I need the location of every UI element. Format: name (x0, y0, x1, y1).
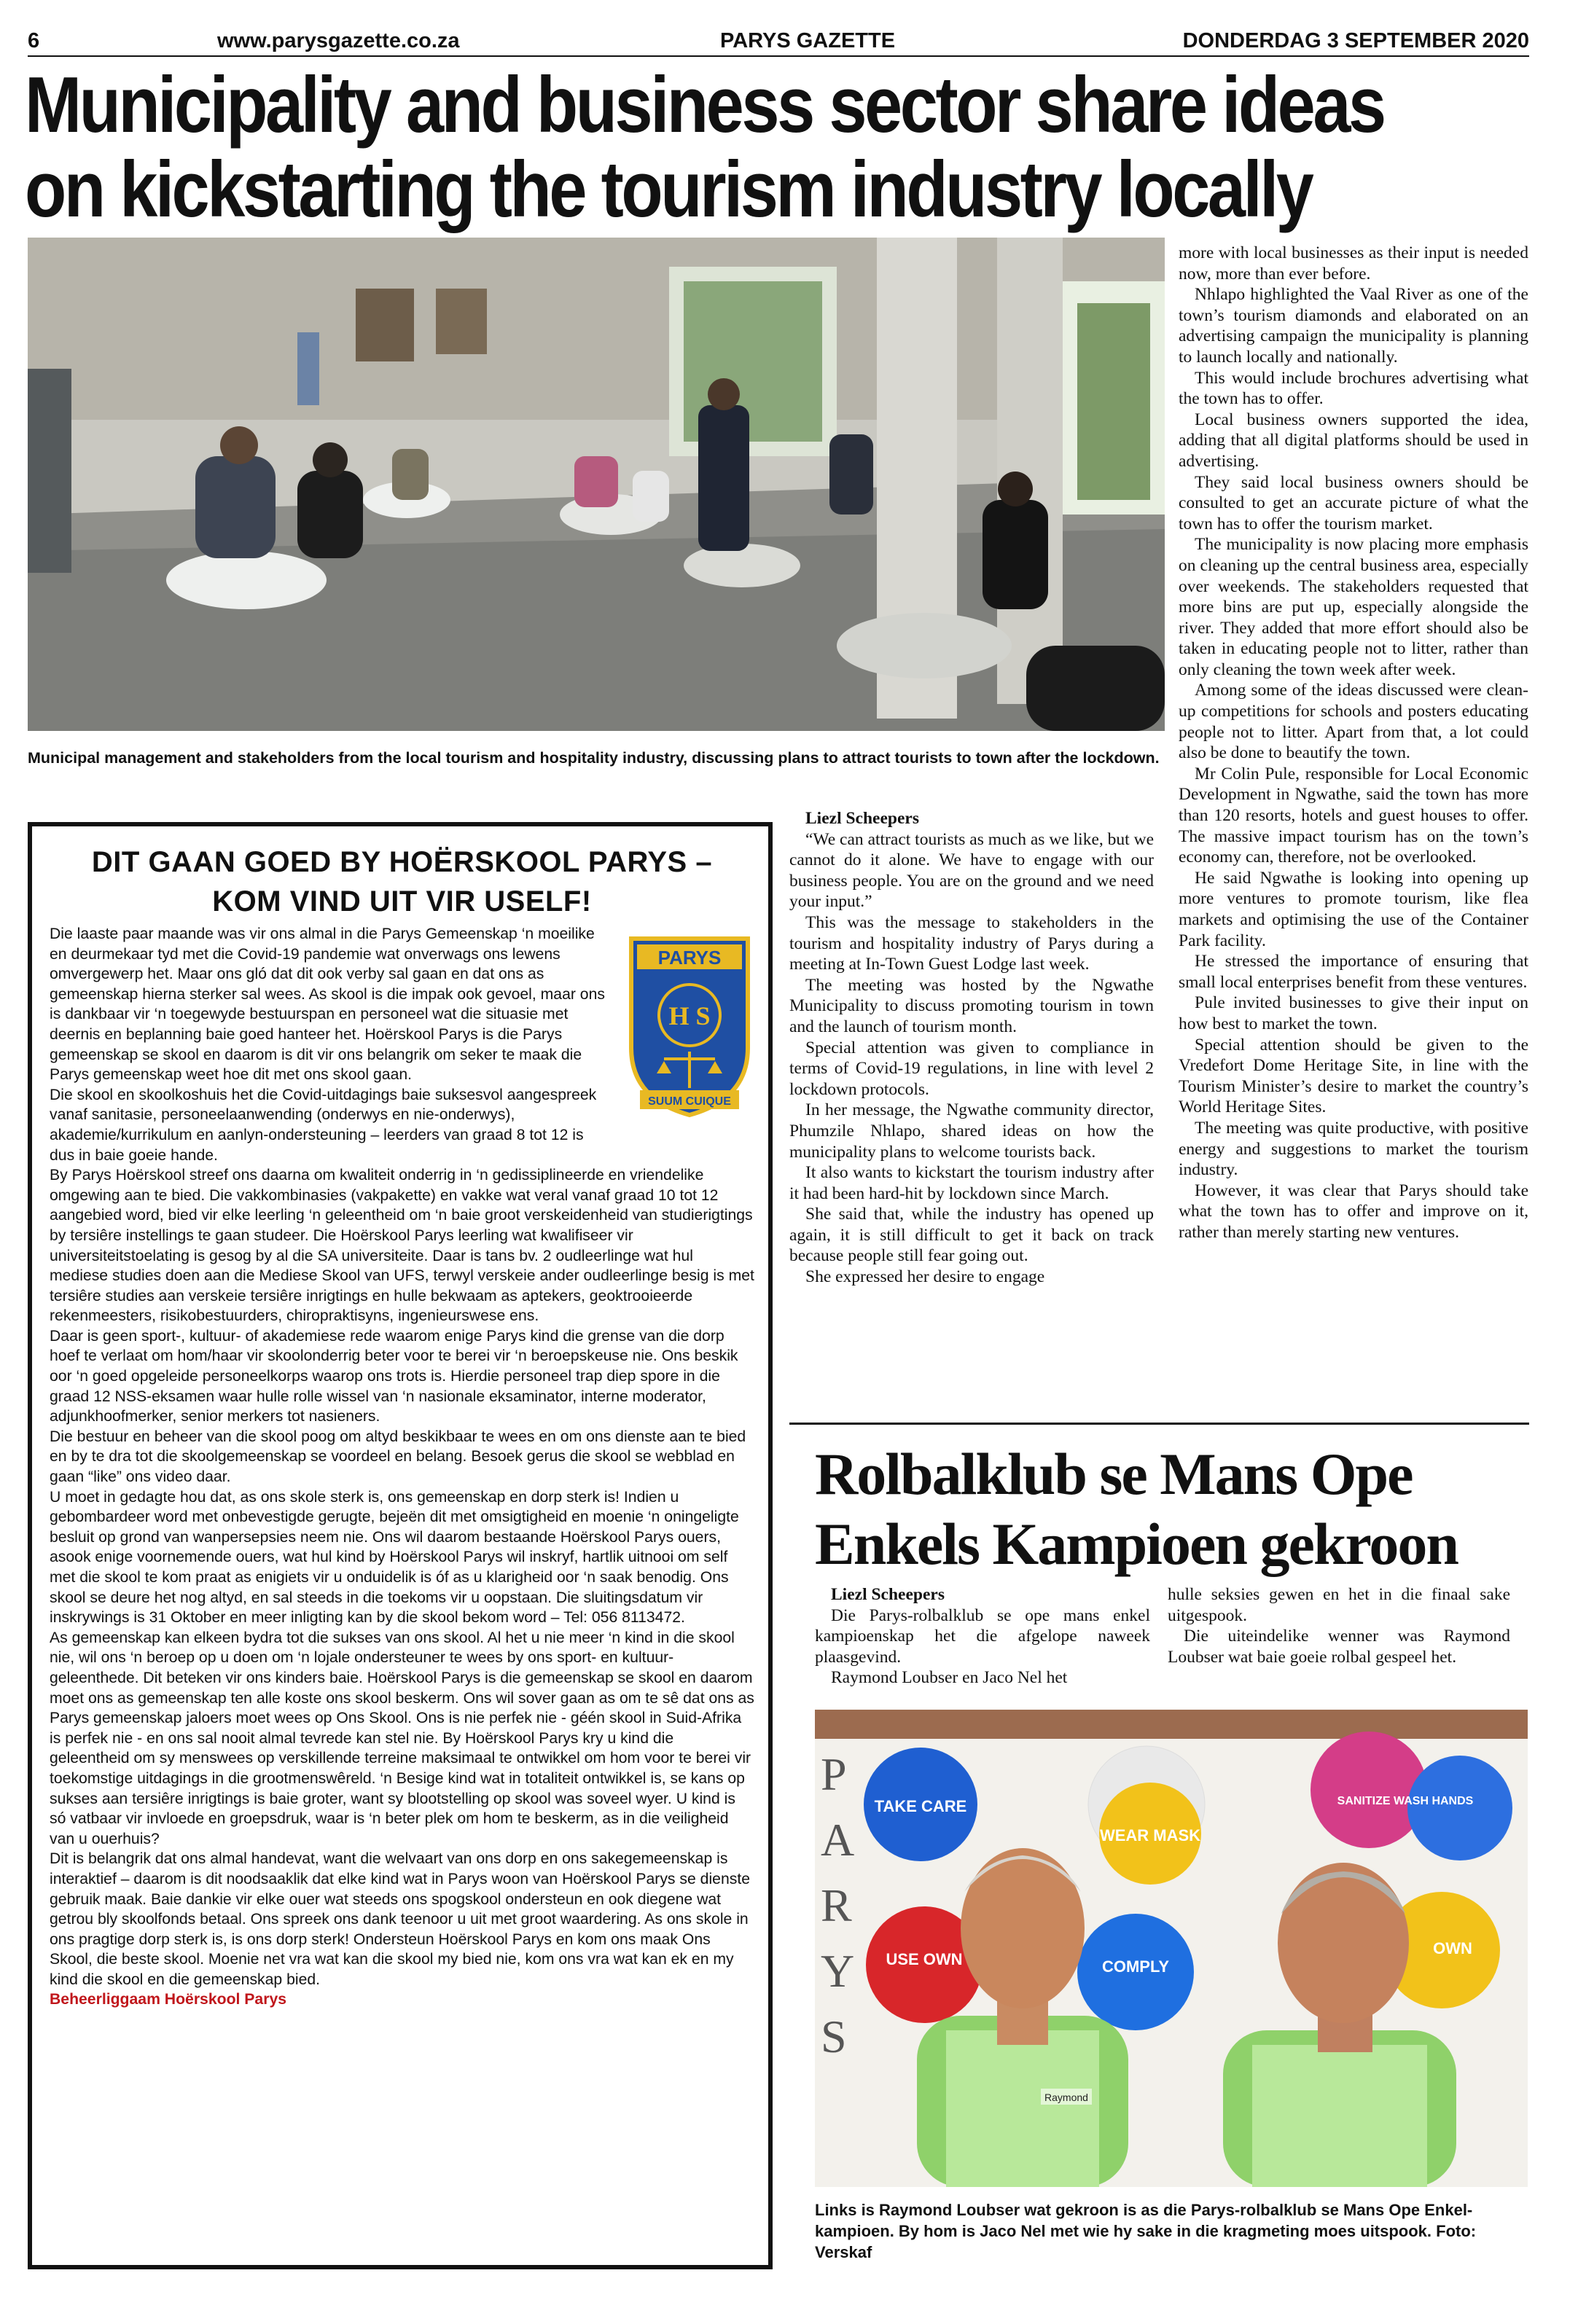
wall-letter: Y (821, 1945, 855, 1997)
article-paragraph: Pule invited businesses to give their input on how best to market the town. (1179, 993, 1528, 1033)
main-article-column-middle (789, 808, 1154, 1288)
school-crest-logo (624, 924, 755, 1121)
article-paragraph: It also wants to kickstart the tourism industry after it had been hard-hit by lockdown since March. (789, 1163, 1154, 1203)
article-paragraph: In her message, the Ngwathe community director, Phumzile Nhlapo, shared ideas on how the municipality plans to welcome tourists back. (789, 1100, 1154, 1162)
ball-label: OWN (1433, 1939, 1472, 1957)
bowls-photo-illustration (815, 1710, 1528, 2187)
wall-letter: S (821, 2011, 847, 2062)
wall-letter: R (821, 1879, 852, 1931)
crest-motto: SUUM CUIQUE (648, 1095, 731, 1108)
main-article-column-right (1179, 243, 1528, 1243)
bowls-headline-line-1: Rolbalklub se Mans Ope (815, 1441, 1413, 1507)
section-divider (789, 1423, 1529, 1425)
article-paragraph: Local business owners supported the idea, adding that all digital platforms should be used in advertising. (1179, 410, 1528, 471)
article-paragraph: Special attention should be given to the Vredefort Dome Heritage Site, in line with the Tourism Minister’s desire to market the country’s World Heritage Sites. (1179, 1035, 1528, 1117)
article-paragraph: Mr Colin Pule, responsible for Local Economic Development in Ngwathe, said the town has more than 120 resorts, hotels and guest houses to offer. The massive impact tourism has on the town’s economy can, therefore, not be overlooked. (1179, 764, 1528, 867)
bowls-headline-line-2: Enkels Kampioen gekroon (815, 1511, 1458, 1577)
byline: Liezl Scheepers (831, 1585, 945, 1604)
article-paragraph: Raymond Loubser en Jaco Nel het (831, 1668, 1068, 1688)
main-headline-line-2: on kickstarting the tourism industry locally (25, 145, 1312, 234)
meeting-photo-illustration (28, 238, 1165, 731)
school-paragraph: Die bestuur en beheer van die skool poog om altyd beskikbaar te wees en om ons dienste aan te bied en by te dra tot die skoolgemeenskap se voordeel en belang. Besoek gerus die skool se webblad en gaan “like” ons video daar. (50, 1428, 746, 1486)
byline: Liezl Scheepers (805, 809, 919, 828)
school-paragraph: U moet in gedagte hou dat, as ons skole sterk is, ons gemeenskap en dorp sterk is! Indien u gebombardeer word met onbevestigde gerugte, bejeën dit met omsigtigheid en moenie ‘n oningeligte besluit op grond van wanpersepsies neem nie. Ons wil daarom bestaande Hoërskool Parys ouers, asook enige voornemende ouers, wat hul kind by Hoërskool Parys wil inskryf, hartlik uitnooi om self met die skool te kom praat as enigiets vir u onduidelik is óf as u klarigheid oor ‘n saak benodig. Ons skool se deure het nog altyd, en sal steeds in die toekoms vir u oopstaan. Die sluitingsdatum vir inskrywings is 31 Oktober en meer inligting kan by die skool bekom word – Tel: 056 8113472. (50, 1488, 739, 1627)
paper-name: PARYS GAZETTE (720, 29, 896, 52)
article-paragraph: However, it was clear that Parys should take what the town has to offer and improve on it, rather than merely starting new ventures. (1179, 1181, 1528, 1242)
meeting-photo (28, 238, 1165, 731)
bowls-column-right (1168, 1584, 1510, 1667)
article-paragraph: Among some of the ideas discussed were clean-up competitions for schools and posters educating people not to litter. Apart from that, a lot could also be done to beautify the town. (1179, 681, 1528, 763)
article-paragraph: more with local businesses as their input is needed now, more than ever before. (1179, 243, 1528, 283)
article-paragraph: The meeting was quite productive, with positive energy and suggestions to market the tourism industry. (1179, 1118, 1528, 1180)
school-paragraph: By Parys Hoërskool streef ons daarna om kwaliteit onderrig in ‘n gedissiplineerde en vriendelike omgewing aan te bied. Die vakkombinasies (vakpakette) en vakke wat veral vanaf graad 10 tot 12 aangebied word, bied vir elke leerling ‘n geleentheid om ‘n baie groot verskeidenheid van studierigtings by tersiêre instellings te gaan studeer. Die Hoërskool Parys leerling wat kwalifiseer vir universiteitstoelating is gesog by al die SA universiteite. Daar is tans bv. 2 oudleerlinge wat hul mediese studies doen aan die Mediese Skool van UFS, terwyl verskeie ander oudleerlinge besig is met tersiêre studies aan verskeie tersiêre inrigtings en hulle bekwaam as aptekers, geoktrooieerde rekenmeesters, risikobestuurders, chiropraktisyns, ingenieurswese ens. (50, 1167, 754, 1325)
school-paragraph: Daar is geen sport-, kultuur- of akademiese rede waarom enige Parys kind die grense van die dorp hoef te verlaat om hom/haar vir skoolonderrig beter voor te berei vir ‘n beroepskeuse nie. Ons beskik oor ‘n goed opgeleide personeelkorps waarop ons trots is. Hierdie personeel trap diep spore in die graad 12 NSS-eksamen waar hulle rolle wissel van ‘n nasionale eksaminator, interne moderator, adjunkhoofmerker, senior merkers tot nasieners. (50, 1327, 738, 1425)
bowls-headline (815, 1439, 1529, 1579)
crest-initials: H S (668, 1001, 711, 1030)
school-paragraph: As gemeenskap kan elkeen bydra tot die sukses van ons skool. Al het u nie meer ‘n kind in die skool nie, wil ons ‘n beroep op u doen om ‘n lojale ondersteuner te wees by ons sport- en kultuur-geleenthede. Dit beteken vir ons kinders baie. Hoërskool Parys is die gemeenskap se skool en daarom moet ons as gemeenskap ten alle koste ons skool beskerm. Ons wil sover gaan as om te sê dat ons as Parys gemeenskap jaloers moet wees op Ons Skool. Ons is nie perfek nie - géén skool in Suid-Afrika is perfek nie - en ons sal nooit almal tevrede kan stel nie. By Hoërskool Parys kry u kind die geleentheid om sy menswees op verskillende terreine maksimaal te ontwikkel om hom voor te berei vir toekomstige uitdagings in die grootmenswêreld. ‘n Besige kind wat in totaliteit ontwikkel is, se kans op sukses aan tersiêre inrigtings is baie groter, want sy blootstelling op skool was soveel wyer. U kind is só vatbaar vir invloede en groepsdruk, waar is ‘n beter plek om hom te beskerm, as in die veiligheid van u ouerhuis? (50, 1629, 754, 1847)
meeting-photo-caption: Municipal management and stakeholders from the local tourism and hospitality industry, discussing plans to attract tourists to town after the lockdown. (28, 749, 1160, 767)
article-paragraph: The meeting was hosted by the Ngwathe Municipality to discuss promoting tourism in town and the launch of tourism month. (789, 975, 1154, 1036)
article-paragraph: She said that, while the industry has opened up again, it is still difficult to get it back on track because people still fear going out. (789, 1205, 1154, 1266)
wall-letter: A (821, 1814, 855, 1866)
school-paragraph: Die laaste paar maande was vir ons almal in die Parys Gemeenskap ‘n moeilike en deurmekaar tyd met die Covid-19 pandemie wat onverwags ons lewens omvergewerp het. Maar ons gló dat dit ook verby sal gaan en dat ons as gemeenskap hierna sterker sal wees. As skool is die impak ook gevoel, maar ons is dankbaar vir ‘n toegewyde bestuurspan en personeel wat die situasie met deernis en beplanning baie goed hanteer het. Hoërskool Parys is die Parys gemeenskap se skool en daarom is dit vir ons belangrik om seker te maak die Parys gemeenskap weet hoe dit met ons skool gaan. (50, 926, 605, 1084)
article-paragraph: hulle seksies gewen en het in die finaal sake uitgespook. (1168, 1585, 1510, 1625)
masthead (28, 29, 1529, 57)
ball-label: WEAR MASK (1099, 1826, 1201, 1844)
crest-top-text: PARYS (657, 947, 722, 969)
page-number: 6 (28, 29, 40, 52)
bowls-photo-caption: Links is Raymond Loubser wat gekroon is as die Parys-rolbalklub se Mans Ope Enkel-kampioen. By hom is Jaco Nel met wie hy sake in die kragmeting moes uitspook. Foto: Verskaf (815, 2201, 1477, 2261)
school-title-line-1: DIT GAAN GOED BY HOËRSKOOL PARYS – (91, 846, 713, 878)
article-paragraph: Die uiteindelike wenner was Raymond Loubser wat baie goeie rolbal gespeel het. (1168, 1627, 1510, 1667)
ball-label: COMPLY (1101, 1957, 1170, 1976)
issue-date: DONDERDAG 3 SEPTEMBER 2020 (1182, 29, 1529, 52)
article-paragraph: Die Parys-rolbalklub se ope mans enkel kampioenskap het die afgelope naweek plaasgevind. (815, 1605, 1150, 1667)
main-headline (25, 60, 1384, 234)
school-signature: Beheerliggaam Hoërskool Parys (50, 1991, 287, 2008)
school-advertorial-title (47, 842, 757, 921)
article-paragraph: The municipality is now placing more emphasis on cleaning up the central business area, especially over weekends. The stakeholders requested that more bins are put up, especially alongside the river. They added that more effort should also be taken in educating people not to litter, rather than only cleaning the town week after week. (1179, 535, 1528, 679)
ball-label: USE OWN (886, 1950, 963, 1968)
school-advertorial-box (28, 822, 773, 2269)
main-headline-line-1: Municipality and business sector share ideas (25, 60, 1384, 149)
article-paragraph: He said Ngwathe is looking into opening up more ventures to promote tourism, like flea markets and optimising the use of the Container Park facility. (1179, 868, 1528, 950)
article-paragraph: Special attention was given to compliance in terms of Covid-19 regulations, in line with level 2 lockdown protocols. (789, 1038, 1154, 1099)
school-paragraph: Die skool en skoolkoshuis het die Covid-uitdagings baie suksesvol aangespreek vanaf sanitasie, personeelaanwending (onderwys en nie-onderwys), akademie/kurrikulum en aanlyn-ondersteuning – leerders van graad 8 tot 12 is dus in baie goeie hande. (50, 1086, 597, 1164)
school-title-line-2: KOM VIND UIT VIR USELF! (212, 885, 592, 918)
bowls-column-left (815, 1584, 1150, 1689)
ball-label: SANITIZE WASH HANDS (1337, 1795, 1474, 1807)
article-paragraph: She expressed her desire to engage (805, 1267, 1045, 1287)
bowls-champions-photo (815, 1710, 1528, 2187)
article-paragraph: This was the message to stakeholders in the tourism and hospitality industry of Parys during a meeting at In-Town Guest Lodge last week. (789, 912, 1154, 974)
article-paragraph: They said local business owners should be consulted to get an accurate picture of what the town has to offer the tourism market. (1179, 472, 1528, 533)
article-paragraph: “We can attract tourists as much as we like, but we cannot do it alone. We have to engage with our business people. You are on the ground and we need your input.” (789, 829, 1154, 912)
article-paragraph: He stressed the importance of ensuring that small local enterprises benefit from these ventures. (1179, 952, 1528, 992)
school-paragraph: Dit is belangrik dat ons almal handevat, want die welvaart van ons dorp en ons sakegemeenskap is interaktief – daarom is dit noodsaaklik dat elke kind wat in Parys woon van Hoërskool Parys se dienste gebruik maak. Baie dankie vir elke ouer wat steeds ons spogskool ondersteun en ook diegene wat getrou bly skoolfonds betaal. Ons spreek ons dank teenoor u uit met groot waardering. As ons skole in ons pragtige dorp sterk is, is ons dorp sterk! Ondersteun Hoërskool Parys en kom ons maak Ons Skool, die beste skool. Moenie net vra wat kan die skool my bied nie, kom ons vra wat kan ek en my kind die skool en die gemeenskap bied. (50, 1850, 750, 1988)
wall-letter: P (821, 1748, 847, 1800)
article-paragraph: This would include brochures advertising what the town has to offer. (1179, 368, 1528, 409)
shirt-name: Raymond (1044, 2092, 1088, 2103)
school-advertorial-body (50, 924, 755, 2010)
website-url[interactable]: www.parysgazette.co.za (217, 29, 460, 52)
article-paragraph: Nhlapo highlighted the Vaal River as one of the town’s tourism diamonds and elaborated on an advertising campaign the municipality is planning to launch locally and nationally. (1179, 285, 1528, 367)
ball-label: TAKE CARE (874, 1797, 967, 1815)
